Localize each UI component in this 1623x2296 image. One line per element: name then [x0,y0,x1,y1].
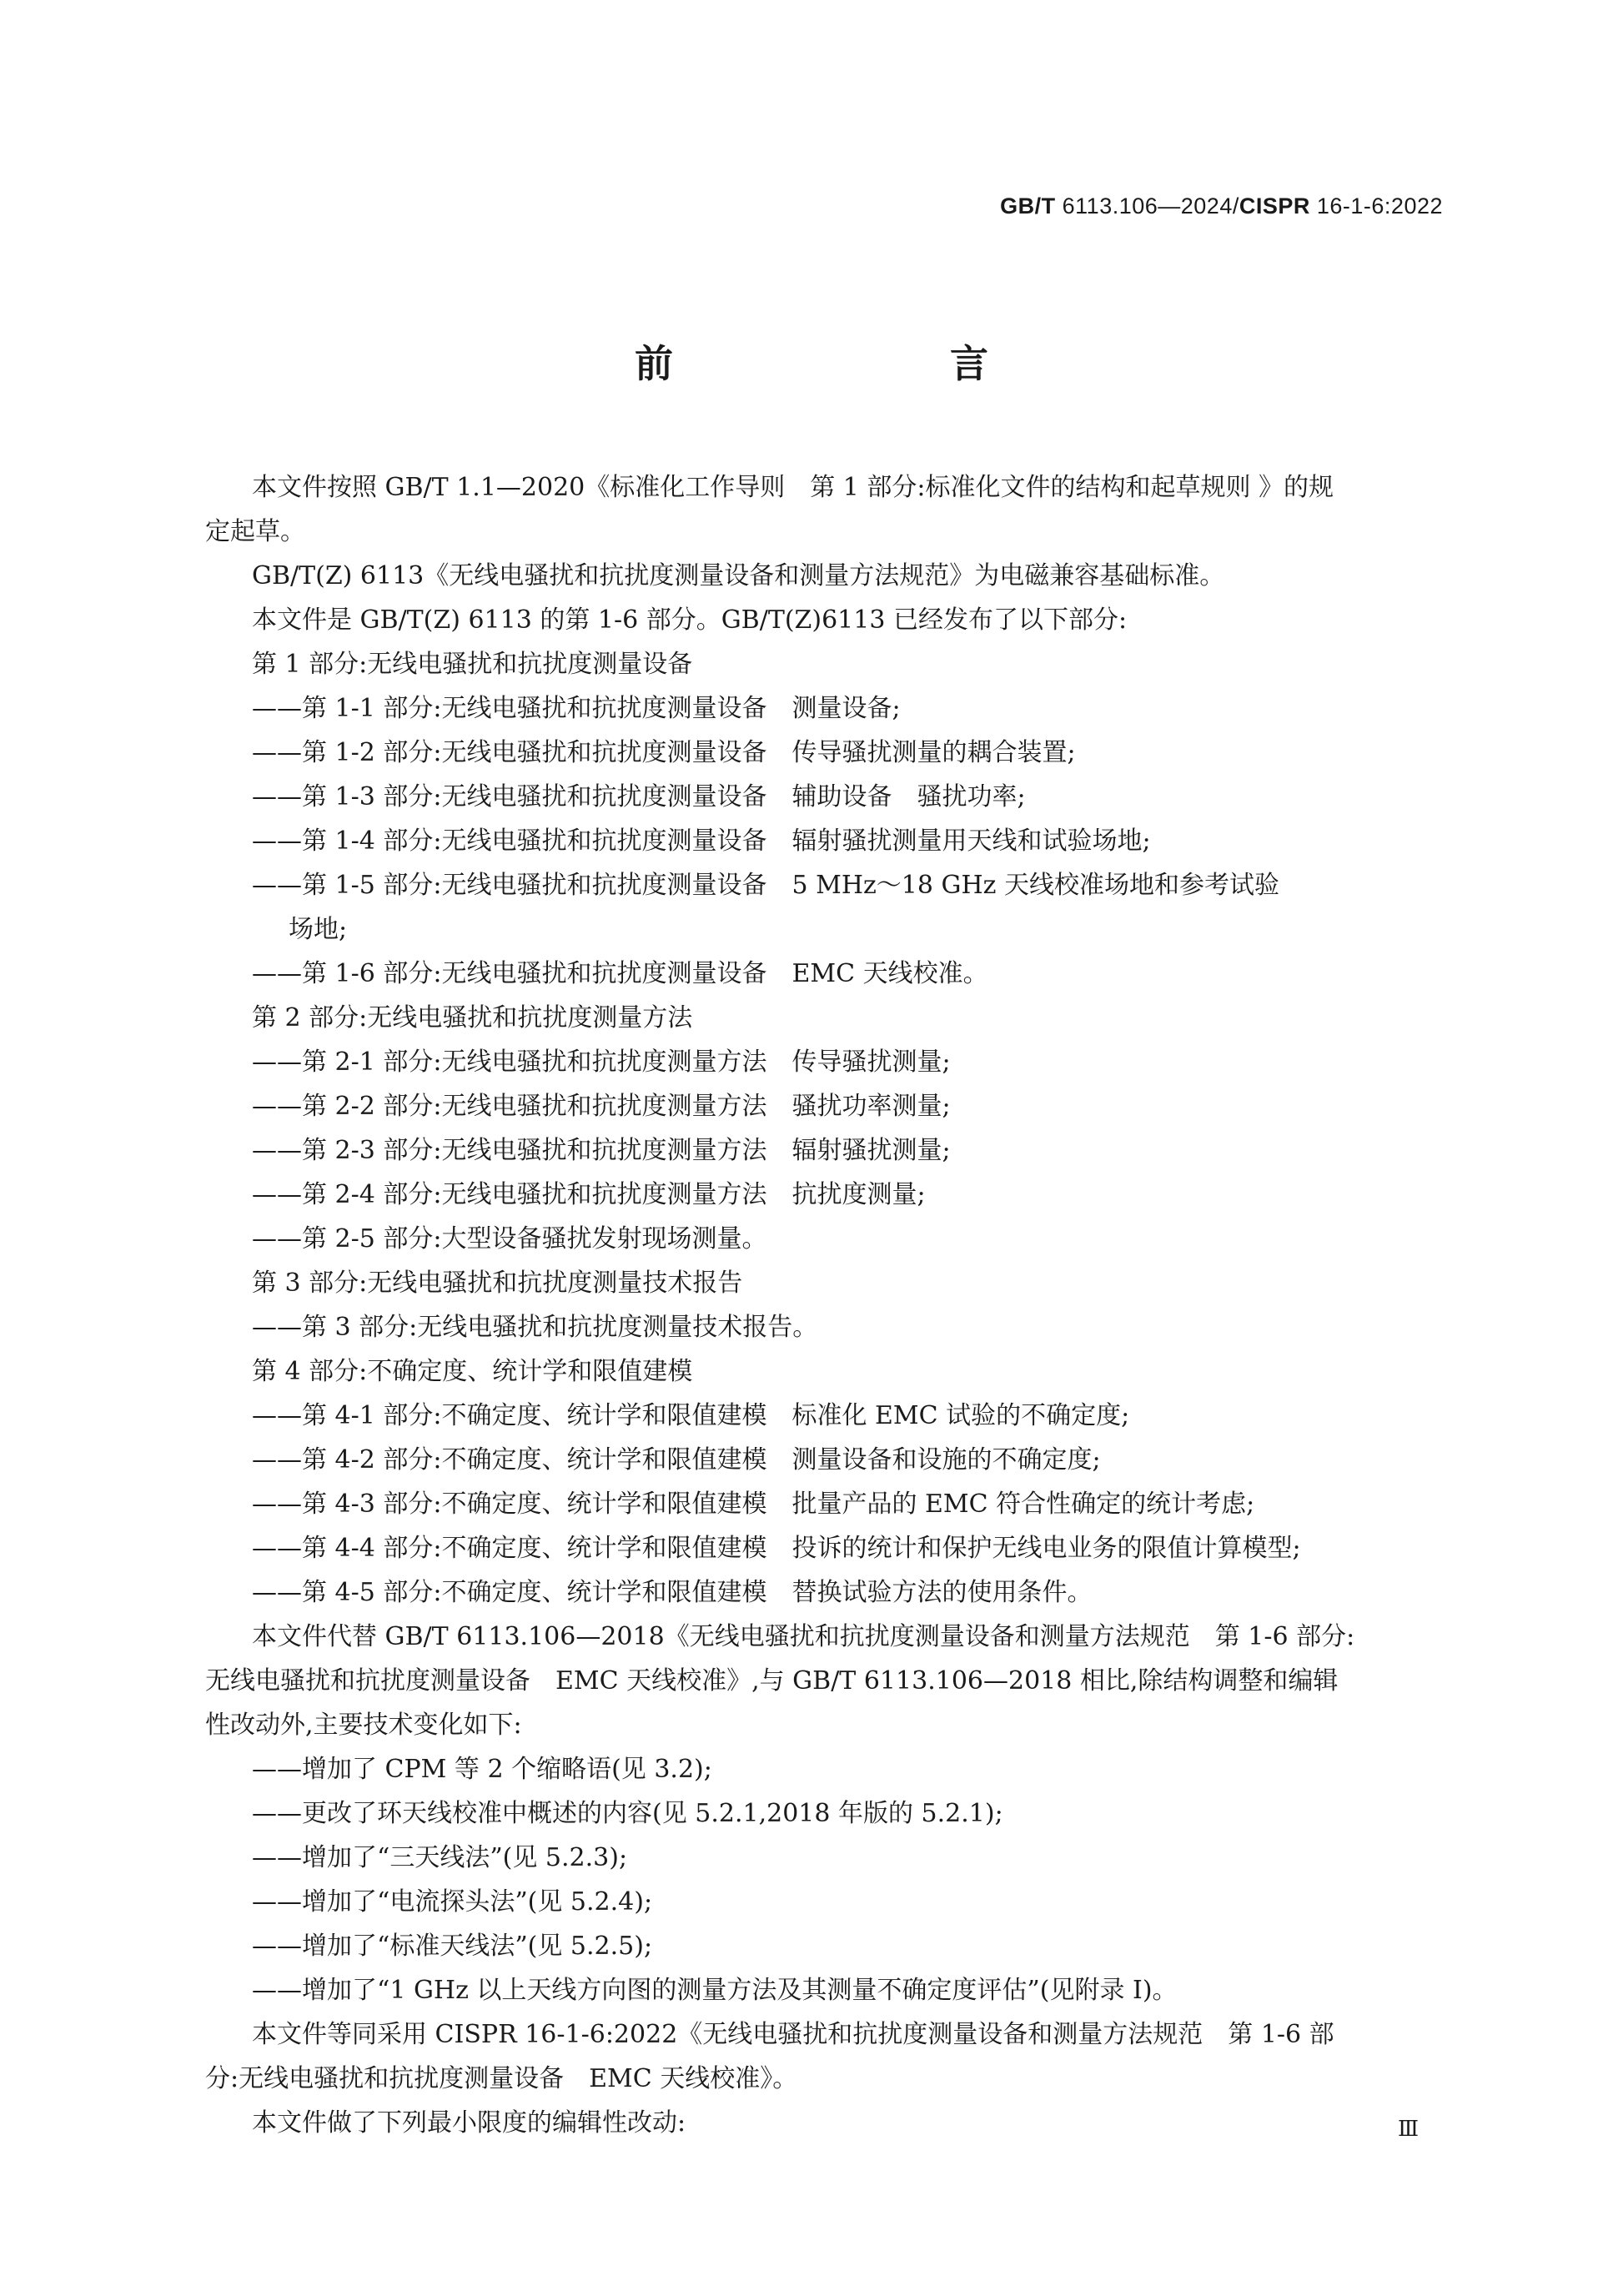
text-line: 第 2 部分:无线电骚扰和抗扰度测量方法 [252,1003,693,1032]
document-code: GB/T 6113.106—2024/CISPR 16-1-6:2022 [1000,193,1443,219]
text-line: ——第 1-4 部分:无线电骚扰和抗扰度测量设备 辐射骚扰测量用天线和试验场地; [252,826,1151,856]
text-line: 第 4 部分:不确定度、统计学和限值建模 [252,1357,693,1386]
text-line: 本文件按照 GB/T 1.1—2020《标准化工作导则 第 1 部分:标准化文件的结构和起草规则 》的规 [252,473,1334,502]
text-line: ——第 2-3 部分:无线电骚扰和抗扰度测量方法 辐射骚扰测量; [252,1136,951,1165]
text-line: ——第 2-4 部分:无线电骚扰和抗扰度测量方法 抗扰度测量; [252,1180,926,1209]
text-line: ——第 2-2 部分:无线电骚扰和抗扰度测量方法 骚扰功率测量; [252,1092,951,1121]
text-line: 本文件等同采用 CISPR 16-1-6:2022《无线电骚扰和抗扰度测量设备和测量方法规范 第 1-6 部 [252,2020,1334,2049]
text-line: ——第 4-3 部分:不确定度、统计学和限值建模 批量产品的 EMC 符合性确定的统计考虑; [252,1490,1255,1519]
text-line: 无线电骚扰和抗扰度测量设备 EMC 天线校准》,与 GB/T 6113.106—2018 相比,除结构调整和编辑 [205,1666,1339,1696]
text-line: 第 3 部分:无线电骚扰和抗扰度测量技术报告 [252,1269,743,1298]
text-line: ——第 4-4 部分:不确定度、统计学和限值建模 投诉的统计和保护无线电业务的限值计算模型; [252,1534,1301,1563]
text-line: 分:无线电骚扰和抗扰度测量设备 EMC 天线校准》。 [205,2064,798,2093]
text-line: ——第 4-5 部分:不确定度、统计学和限值建模 替换试验方法的使用条件。 [252,1578,1093,1607]
text-line: 本文件做了下列最小限度的编辑性改动: [252,2108,686,2138]
text-line: ——第 4-1 部分:不确定度、统计学和限值建模 标准化 EMC 试验的不确定度; [252,1401,1130,1430]
text-line: 第 1 部分:无线电骚扰和抗扰度测量设备 [252,650,693,679]
text-line: ——增加了“三天线法”(见 5.2.3); [252,1843,628,1872]
page-title: 前 言 [635,341,1055,386]
text-line: 本文件代替 GB/T 6113.106—2018《无线电骚扰和抗扰度测量设备和测量方法规范 第 1-6 部分: [252,1622,1355,1651]
text-line: 场地; [289,915,348,944]
text-line: 性改动外,主要技术变化如下: [205,1711,522,1740]
text-line: 定起草。 [205,517,305,546]
text-line: ——第 1-1 部分:无线电骚扰和抗扰度测量设备 测量设备; [252,694,901,723]
text-line: ——增加了 CPM 等 2 个缩略语(见 3.2); [252,1755,712,1784]
text-line: ——第 2-5 部分:大型设备骚扰发射现场测量。 [252,1224,767,1254]
text-line: GB/T(Z) 6113《无线电骚扰和抗扰度测量设备和测量方法规范》为电磁兼容基础标准。 [252,561,1225,590]
text-line: ——更改了环天线校准中概述的内容(见 5.2.1,2018 年版的 5.2.1); [252,1799,1003,1828]
text-line: ——第 4-2 部分:不确定度、统计学和限值建模 测量设备和设施的不确定度; [252,1445,1101,1475]
text-line: 本文件是 GB/T(Z) 6113 的第 1-6 部分。GB/T(Z)6113 已经发布了以下部分: [252,605,1128,635]
text-line: ——第 3 部分:无线电骚扰和抗扰度测量技术报告。 [252,1313,818,1342]
text-line: ——第 1-3 部分:无线电骚扰和抗扰度测量设备 辅助设备 骚扰功率; [252,782,1026,811]
text-line: ——第 1-5 部分:无线电骚扰和抗扰度测量设备 5 MHz～18 GHz 天线校准场地和参考试验 [252,871,1279,900]
text-line: ——第 1-6 部分:无线电骚扰和抗扰度测量设备 EMC 天线校准。 [252,959,988,988]
text-line: ——增加了“标准天线法”(见 5.2.5); [252,1932,653,1961]
text-line: ——增加了“电流探头法”(见 5.2.4); [252,1887,653,1917]
text-line: ——第 1-2 部分:无线电骚扰和抗扰度测量设备 传导骚扰测量的耦合装置; [252,738,1076,767]
text-line: ——第 2-1 部分:无线电骚扰和抗扰度测量方法 传导骚扰测量; [252,1048,951,1077]
document-body [205,465,1443,2145]
page-number: Ⅲ [1398,2117,1419,2142]
text-line: ——增加了“1 GHz 以上天线方向图的测量方法及其测量不确定度评估”(见附录 I)。 [252,1976,1178,2005]
